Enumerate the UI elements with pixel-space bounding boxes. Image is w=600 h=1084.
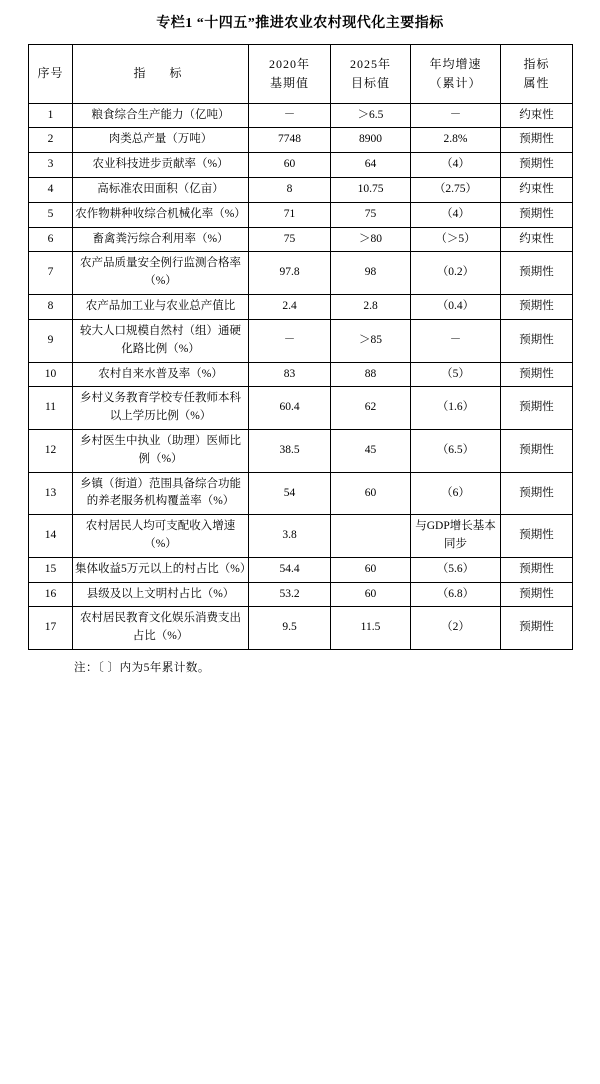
cell-growth: （4） <box>411 153 501 178</box>
header-growth-line1: 年均增速 <box>429 57 482 71</box>
cell-indicator: 农村居民教育文化娱乐消费支出占比（%） <box>73 607 249 650</box>
table-row <box>29 128 573 153</box>
table-row <box>29 252 573 295</box>
cell-indicator: 农业科技进步贡献率（%） <box>73 153 249 178</box>
cell-target: 98 <box>331 252 411 295</box>
cell-indicator: 高标准农田面积（亿亩） <box>73 178 249 203</box>
cell-growth: （5.6） <box>411 557 501 582</box>
table-row <box>29 202 573 227</box>
table-footnote: 注：〔 〕内为5年累计数。 <box>74 662 210 675</box>
cell-target: 60 <box>331 582 411 607</box>
cell-target <box>331 515 411 558</box>
header-target-line1: 2025年 <box>349 57 391 71</box>
cell-indicator: 农产品质量安全例行监测合格率（%） <box>73 252 249 295</box>
cell-base: － <box>249 103 331 128</box>
table-row <box>29 319 573 362</box>
cell-no: 12 <box>29 429 73 472</box>
cell-no: 14 <box>29 515 73 558</box>
cell-indicator: 农村自来水普及率（%） <box>73 362 249 387</box>
cell-growth: （6） <box>411 472 501 515</box>
cell-base: 53.2 <box>249 582 331 607</box>
header-row <box>29 44 573 103</box>
cell-attribute: 预期性 <box>501 362 573 387</box>
cell-attribute: 预期性 <box>501 515 573 558</box>
cell-attribute: 约束性 <box>501 178 573 203</box>
header-cell-no: 序号 <box>29 44 73 103</box>
cell-base: 60 <box>249 153 331 178</box>
cell-no: 10 <box>29 362 73 387</box>
cell-indicator: 粮食综合生产能力（亿吨） <box>73 103 249 128</box>
cell-growth: （＞5） <box>411 227 501 252</box>
cell-attribute: 预期性 <box>501 557 573 582</box>
header-cell-growth <box>411 44 501 103</box>
table-row <box>29 387 573 430</box>
cell-growth: （5） <box>411 362 501 387</box>
table-row <box>29 227 573 252</box>
cell-no: 7 <box>29 252 73 295</box>
table-row <box>29 557 573 582</box>
cell-no: 16 <box>29 582 73 607</box>
cell-target: 10.75 <box>331 178 411 203</box>
cell-growth: （2） <box>411 607 501 650</box>
cell-indicator: 乡村医生中执业（助理）医师比例（%） <box>73 429 249 472</box>
cell-attribute: 预期性 <box>501 252 573 295</box>
cell-growth: （0.2） <box>411 252 501 295</box>
header-growth-line2: （累计） <box>429 75 482 90</box>
table-row <box>29 362 573 387</box>
cell-base: 60.4 <box>249 387 331 430</box>
cell-indicator: 农作物耕种收综合机械化率（%） <box>73 202 249 227</box>
header-base-line1: 2020年 <box>268 57 310 71</box>
cell-indicator: 较大人口规模自然村（组）通硬化路比例（%） <box>73 319 249 362</box>
cell-target: ＞80 <box>331 227 411 252</box>
cell-no: 4 <box>29 178 73 203</box>
header-attr-line2: 属性 <box>523 75 550 90</box>
table-row <box>29 295 573 320</box>
table-row <box>29 153 573 178</box>
table-header <box>29 44 573 103</box>
header-attr-line1: 指标 <box>523 57 550 71</box>
cell-no: 3 <box>29 153 73 178</box>
table-row <box>29 515 573 558</box>
cell-attribute: 约束性 <box>501 103 573 128</box>
cell-no: 11 <box>29 387 73 430</box>
cell-indicator: 乡镇（街道）范围具备综合功能的养老服务机构覆盖率（%） <box>73 472 249 515</box>
header-cell-base <box>249 44 331 103</box>
page-title: 专栏1 “十四五”推进农业农村现代化主要指标 <box>156 16 444 31</box>
table-row <box>29 582 573 607</box>
cell-growth: 2.8% <box>411 128 501 153</box>
cell-attribute: 预期性 <box>501 202 573 227</box>
cell-growth: － <box>411 103 501 128</box>
cell-attribute: 预期性 <box>501 582 573 607</box>
cell-base: 9.5 <box>249 607 331 650</box>
cell-growth: 与GDP增长基本同步 <box>411 515 501 558</box>
cell-no: 13 <box>29 472 73 515</box>
cell-target: 45 <box>331 429 411 472</box>
cell-base: 2.4 <box>249 295 331 320</box>
cell-target: 2.8 <box>331 295 411 320</box>
table-row <box>29 429 573 472</box>
cell-target: 64 <box>331 153 411 178</box>
cell-indicator: 农产品加工业与农业总产值比 <box>73 295 249 320</box>
indicators-table <box>28 44 573 651</box>
cell-growth: － <box>411 319 501 362</box>
cell-base: 54.4 <box>249 557 331 582</box>
cell-indicator: 县级及以上文明村占比（%） <box>73 582 249 607</box>
cell-base: 54 <box>249 472 331 515</box>
cell-attribute: 预期性 <box>501 128 573 153</box>
cell-attribute: 预期性 <box>501 153 573 178</box>
cell-growth: （6.5） <box>411 429 501 472</box>
cell-attribute: 预期性 <box>501 472 573 515</box>
cell-indicator: 乡村义务教育学校专任教师本科以上学历比例（%） <box>73 387 249 430</box>
cell-base: 71 <box>249 202 331 227</box>
cell-base: 75 <box>249 227 331 252</box>
cell-growth: （6.8） <box>411 582 501 607</box>
cell-no: 1 <box>29 103 73 128</box>
cell-attribute: 预期性 <box>501 429 573 472</box>
header-cell-attribute <box>501 44 573 103</box>
table-row <box>29 178 573 203</box>
cell-base: 7748 <box>249 128 331 153</box>
cell-no: 8 <box>29 295 73 320</box>
cell-attribute: 预期性 <box>501 607 573 650</box>
cell-attribute: 预期性 <box>501 319 573 362</box>
cell-no: 2 <box>29 128 73 153</box>
header-cell-target <box>331 44 411 103</box>
cell-target: ＞6.5 <box>331 103 411 128</box>
cell-growth: （1.6） <box>411 387 501 430</box>
cell-indicator: 农村居民人均可支配收入增速（%） <box>73 515 249 558</box>
cell-base: 97.8 <box>249 252 331 295</box>
cell-no: 15 <box>29 557 73 582</box>
cell-growth: （2.75） <box>411 178 501 203</box>
cell-growth: （0.4） <box>411 295 501 320</box>
cell-growth: （4） <box>411 202 501 227</box>
header-base-line2: 基期值 <box>269 75 309 90</box>
cell-target: ＞85 <box>331 319 411 362</box>
table-body <box>29 103 573 650</box>
cell-base: － <box>249 319 331 362</box>
cell-target: 75 <box>331 202 411 227</box>
cell-base: 8 <box>249 178 331 203</box>
cell-no: 6 <box>29 227 73 252</box>
table-row <box>29 103 573 128</box>
cell-base: 38.5 <box>249 429 331 472</box>
cell-target: 62 <box>331 387 411 430</box>
cell-indicator: 肉类总产量（万吨） <box>73 128 249 153</box>
header-target-line2: 目标值 <box>350 75 390 90</box>
cell-base: 83 <box>249 362 331 387</box>
cell-attribute: 预期性 <box>501 295 573 320</box>
cell-no: 17 <box>29 607 73 650</box>
cell-target: 11.5 <box>331 607 411 650</box>
cell-target: 60 <box>331 472 411 515</box>
cell-attribute: 约束性 <box>501 227 573 252</box>
cell-target: 60 <box>331 557 411 582</box>
header-cell-indicator: 指 标 <box>73 44 249 103</box>
table-row <box>29 607 573 650</box>
cell-base: 3.8 <box>249 515 331 558</box>
table-row <box>29 472 573 515</box>
cell-no: 5 <box>29 202 73 227</box>
cell-indicator: 集体收益5万元以上的村占比（%） <box>73 557 249 582</box>
cell-attribute: 预期性 <box>501 387 573 430</box>
cell-indicator: 畜禽粪污综合利用率（%） <box>73 227 249 252</box>
cell-no: 9 <box>29 319 73 362</box>
cell-target: 88 <box>331 362 411 387</box>
cell-target: 8900 <box>331 128 411 153</box>
